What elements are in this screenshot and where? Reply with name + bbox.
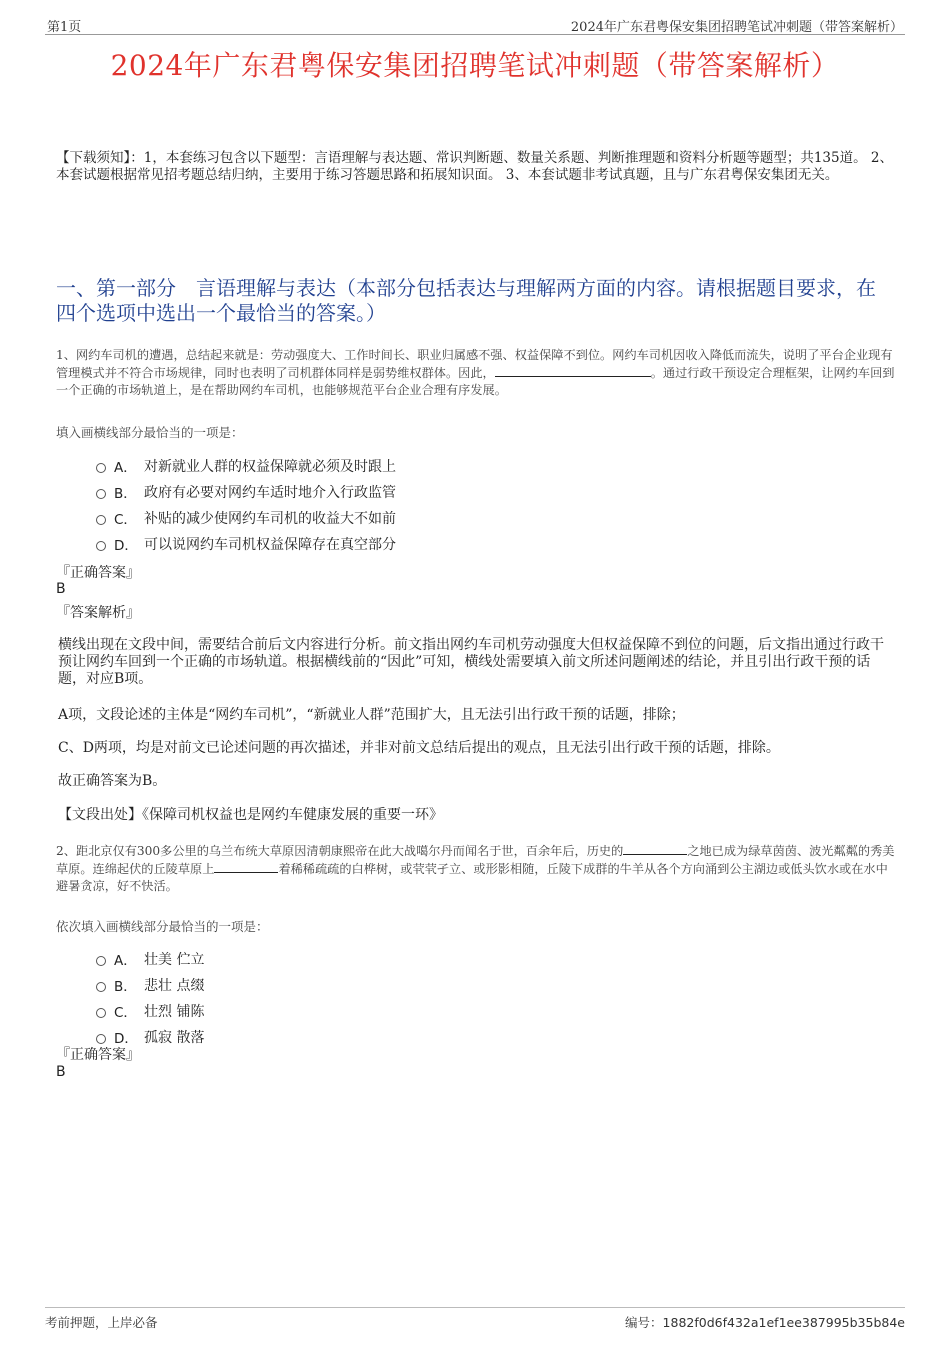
radio-button-icon[interactable]: [96, 541, 106, 551]
option-letter: D．: [114, 1031, 138, 1047]
option-text: 补贴的减少使网约车司机的收益大不如前: [144, 511, 396, 527]
page-number: 第1页: [47, 20, 82, 35]
option-b[interactable]: [96, 972, 204, 998]
question-2-stem: [56, 842, 895, 895]
code-label: 编号：: [625, 1315, 663, 1330]
option-a[interactable]: [96, 453, 396, 479]
option-a[interactable]: [96, 946, 204, 972]
option-text: 壮烈 铺陈: [144, 1004, 205, 1020]
option-d[interactable]: [96, 531, 396, 557]
radio-button-icon[interactable]: [96, 982, 106, 992]
page-header: [45, 14, 905, 35]
radio-button-icon[interactable]: [96, 1034, 106, 1044]
correct-answer-value: B: [56, 1064, 66, 1080]
section-heading: 一、第一部分 言语理解与表达（本部分包括表达与理解两方面的内容。请根据题目要求，在四个选项中选出一个最恰当的答案。）: [56, 276, 876, 325]
question-2-prompt: 依次填入画横线部分最恰当的一项是：: [56, 919, 269, 934]
option-letter: B．: [114, 486, 137, 502]
radio-button-icon[interactable]: [96, 463, 106, 473]
option-text: 可以说网约车司机权益保障存在真空部分: [144, 537, 396, 553]
question-2-text-part2: 之地已成为绿草茵茵、波光粼粼的秀美草原。连绵起伏的丘陵草原上: [56, 844, 895, 876]
option-b[interactable]: [96, 479, 396, 505]
option-letter: C．: [114, 512, 137, 528]
question-1-options: [96, 453, 396, 557]
option-text: 对新就业人群的权益保障就必须及时跟上: [144, 459, 396, 475]
question-1-prompt: 填入画横线部分最恰当的一项是：: [56, 425, 244, 440]
option-letter: C．: [114, 1005, 137, 1021]
radio-button-icon[interactable]: [96, 515, 106, 525]
header-doc-title: 2024年广东君粤保安集团招聘笔试冲刺题（带答案解析）: [570, 20, 903, 35]
question-2-text-part1: 2、距北京仅有300多公里的乌兰布统大草原因清朝康熙帝在此大战噶尔丹而闻名于世，百余年后，历史的: [56, 844, 624, 858]
question-2-text-part3: 着稀稀疏疏的白桦树，或茕茕孑立、或形影相随，丘陵下成群的牛羊从各个方向涌到公主湖边或低头饮水或在水中避暑贪凉，好不快活。: [56, 862, 888, 893]
option-text: 政府有必要对网约车适时地介入行政监管: [144, 485, 396, 501]
analysis-paragraph: C、D两项，均是对前文已论述问题的再次描述，并非对前文总结后提出的观点，且无法引出行政干预的话题，排除。: [58, 740, 780, 756]
analysis-conclusion: 故正确答案为B。: [58, 773, 167, 789]
fill-blank: [623, 842, 687, 855]
option-text: 孤寂 散落: [144, 1030, 205, 1046]
radio-button-icon[interactable]: [96, 1008, 106, 1018]
fill-blank: [214, 860, 278, 873]
radio-button-icon[interactable]: [96, 489, 106, 499]
document-code: [625, 1313, 905, 1331]
option-letter: B．: [114, 979, 137, 995]
correct-answer-value: B: [56, 581, 66, 597]
radio-button-icon[interactable]: [96, 956, 106, 966]
question-1-stem: [56, 347, 895, 399]
footer-slogan: 考前押题，上岸必备: [45, 1315, 158, 1330]
option-text: 悲壮 点缀: [144, 978, 205, 994]
correct-answer-label: 『正确答案』: [56, 1047, 140, 1063]
answer-analysis-label: 『答案解析』: [56, 605, 140, 621]
option-c[interactable]: [96, 998, 204, 1024]
option-text: 壮美 伫立: [144, 952, 205, 968]
fill-blank: [495, 364, 651, 377]
text-source: 【文段出处】《保障司机权益也是网约车健康发展的重要一环》: [58, 807, 443, 823]
option-letter: A．: [114, 953, 137, 969]
question-2-options: [96, 946, 204, 1050]
option-letter: D．: [114, 538, 138, 554]
option-c[interactable]: [96, 505, 396, 531]
option-letter: A．: [114, 460, 137, 476]
footer-divider: [45, 1307, 905, 1308]
analysis-paragraph: 横线出现在文段中间，需要结合前后文内容进行分析。前文指出网约车司机劳动强度大但权益保障不到位的问题，后文指出通过行政干预让网约车回到一个正确的市场轨道。根据横线前的“因此”可知，横线处需要填入前文所述问题阐述的结论，并且引出行政干预的话题，对应B项。: [58, 637, 884, 687]
download-notice: 【下载须知】：1，本套练习包含以下题型：言语理解与表达题、常识判断题、数量关系题、判断推理题和资料分析题等题型；共135道。 2、本套试题根据常见招考题总结归纳，主要用于练习答题思路和拓展知识面。 3、本套试题非考试真题，且与广东君粤保安集团无关。: [56, 150, 893, 183]
question-1-text-after: 。通过行政干预设定合理框架，让网约车回到一个正确的市场轨道上，是在帮助网约车司机，也能够规范平台企业合理有序发展。: [56, 366, 895, 397]
code-value: 1882f0d6f432a1ef1ee387995b35b84e: [662, 1315, 905, 1330]
question-1-text-before: 1、网约车司机的遭遇，总结起来就是：劳动强度大、工作时间长、职业归属感不强、权益保障不到位。网约车司机因收入降低而流失，说明了平台企业现有管理模式并不符合市场规律，同时也表明了司机群体同样是弱势维权群体。因此，: [56, 348, 893, 380]
document-title: 2024年广东君粤保安集团招聘笔试冲刺题（带答案解析）: [110, 49, 840, 82]
analysis-paragraph: A项，文段论述的主体是“网约车司机”，“新就业人群”范围扩大，且无法引出行政干预的话题，排除；: [58, 707, 685, 723]
correct-answer-label: 『正确答案』: [56, 565, 140, 581]
